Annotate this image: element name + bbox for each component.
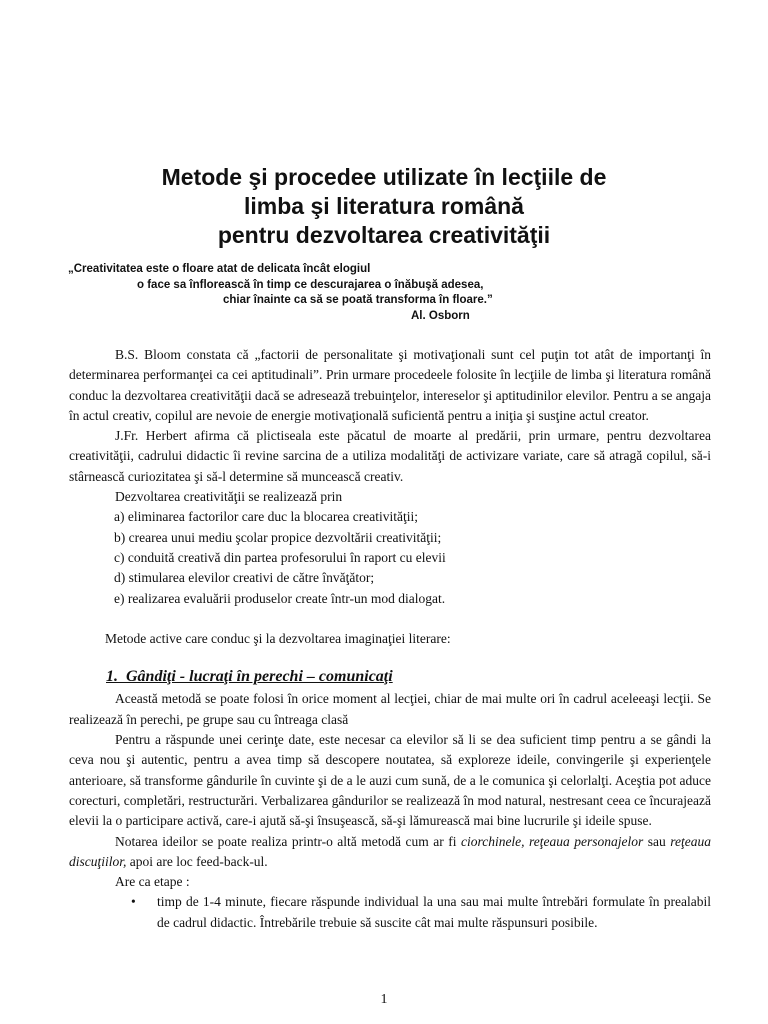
quote-line-1: „Creativitatea este o floare atat de delicata încât elogiul — [68, 263, 371, 275]
notes-feedback: apoi are loc feed-back-ul. — [126, 853, 268, 869]
bullet-dot-icon: • — [131, 894, 136, 910]
notes-methods: ciorchinele, reţeaua personajelor — [460, 833, 644, 849]
list-item: a) eliminarea factorilor care duc la blocarea creativităţii; — [114, 509, 418, 525]
quote-line-3: chiar înainte ca să se poată transforma în floare.” — [223, 294, 493, 306]
paragraph-stages: Are ca etape : — [115, 874, 190, 890]
page-number: 1 — [380, 992, 388, 1007]
bullet-item — [69, 892, 711, 933]
paragraph-notes — [69, 832, 711, 873]
quote-line-2: o face sa înflorească în timp ce descurajarea o înăbuşă adesea, — [137, 278, 484, 291]
section-heading — [69, 667, 711, 687]
notes-or: sau — [643, 833, 671, 849]
quote-author: Al. Osborn — [411, 309, 470, 322]
list-item: e) realizarea evaluării produselor create într-un mod dialogat. — [114, 590, 446, 606]
list-item: c) conduită creativă din partea profesorului în raport cu elevii — [114, 549, 446, 565]
creativity-list — [69, 507, 711, 608]
section-heading-number: 1. — [106, 668, 118, 686]
bullet-text: timp de 1-4 minute, fiecare răspunde individual la una sau mai multe întrebări formulate în prealabil de cadrul didactic. Întrebările trebuie să suscite cât mai multe răspunsuri posibile. — [157, 894, 711, 930]
notes-discussion-network: reţeaua discuţiilor, — [69, 833, 711, 869]
document-title — [60, 163, 708, 250]
paragraph-bloom: B.S. Bloom constata că „factorii de personalitate şi motivaţionali sunt cel puţin tot atât de importanţi în determinarea performanţei ca cei aptitudinali”. Prin urmare procedeele folosite în lecţiile de limba şi literatura română conduc la dezvoltarea creativităţii dacă se adresează trebuinţelor, intereselor şi aptitudinilor elevilor. Pentru a se angaja în actul creativ, copilul are nevoie de energie motivaţională suficientă pentru a iniţia şi susţine actul creator. — [69, 347, 711, 423]
section-heading-text: Gândiţi - lucraţi în perechi – comunicaţi — [126, 668, 393, 686]
epigraph-quote — [0, 262, 768, 324]
paragraph-creativity-intro: Dezvoltarea creativităţii se realizează prin — [115, 489, 343, 505]
list-item: d) stimularea elevilor creativi de către învăţător; — [114, 570, 375, 586]
title-line-2: limba şi literatura română — [244, 193, 524, 219]
title-line-1: Metode şi procedee utilizate în lecţiile de — [161, 164, 607, 190]
title-line-3: pentru dezvoltarea creativităţii — [217, 222, 551, 248]
paragraph-method-description: Această metodă se poate folosi în orice moment al lecţiei, chiar de mai multe ori în cadrul aceleeaşi lecţii. Se realizează în perechi, pe grupe sau cu întreaga clasă — [69, 691, 711, 727]
list-item: b) crearea unui mediu şcolar propice dezvoltării creativităţii; — [114, 529, 442, 545]
paragraph-active-methods: Metode active care conduc şi la dezvoltarea imaginaţiei literare: — [105, 630, 451, 646]
notes-text: Notarea ideilor se poate realiza printr-o altă metodă cum ar fi — [115, 833, 461, 849]
document-body — [69, 345, 711, 933]
paragraph-herbert: J.Fr. Herbert afirma că plictiseala este păcatul de moarte al predării, prin urmare, pentru dezvoltarea creativităţii, cadrului didactic îi revine sarcina de a utiliza modalităţi de activizare variate, care să atragă copilul, să-i stârnească curiozitatea şi să-l determine să muncească creativ. — [69, 428, 711, 484]
paragraph-method-details: Pentru a răspunde unei cerinţe date, este necesar ca elevilor să li se dea suficient timp pentru a se gândi la ceva nou şi autentic, pentru a avea timp să descopere noutatea, să exploreze ideile, convingerile şi experienţele anterioare, să transforme gândurile în cuvinte şi de a le auzi cum sună, de a le comunica şi celorlalţi. Aceştia pot aduce corecturi, completări, restructurări. Verbalizarea gândurilor se realizează în mod natural, nestresant ceea ce încurajează elevii la o participare activă, care-i ajută să-şi însuşească, să-şi lămurească mai bine lucrurile şi ideile spuse. — [69, 732, 711, 829]
